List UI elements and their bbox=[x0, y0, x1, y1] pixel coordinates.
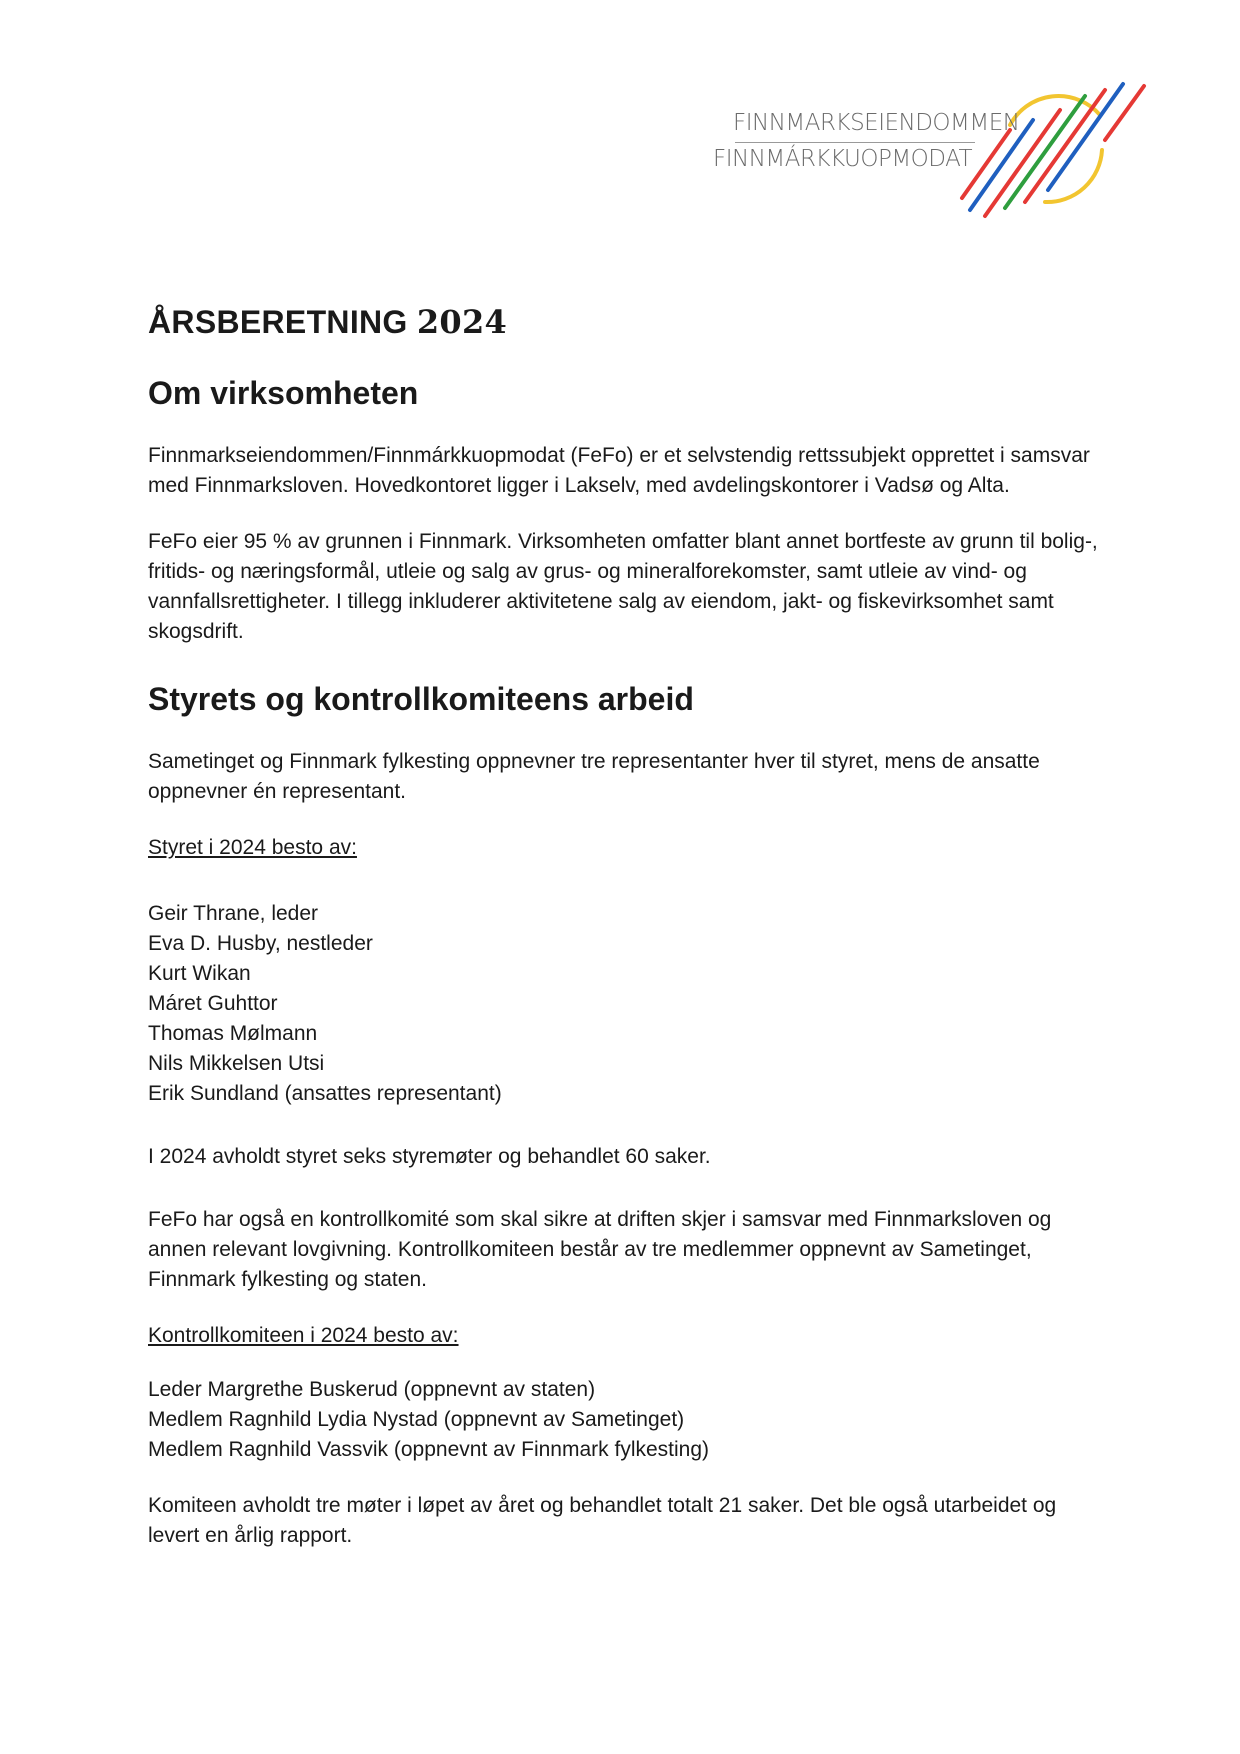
committee-members-list bbox=[148, 1375, 1108, 1465]
board-intro-paragraph: Sametinget og Finnmark fylkesting oppnevner tre representanter hver til styret, mens de ansatte oppnevner én representant. bbox=[148, 750, 1040, 803]
about-paragraph-1: Finnmarkseiendommen/Finnmárkkuopmodat (FeFo) er et selvstendig rettssubjekt opprettet i samsvar med Finnmarksloven. Hovedkontoret ligger i Lakselv, med avdelingskontorer i Vadsø og Alta. bbox=[148, 444, 1090, 497]
section-heading-about: Om virksomheten bbox=[148, 375, 419, 411]
board-meetings-paragraph: I 2024 avholdt styret seks styremøter og behandlet 60 saker. bbox=[148, 1145, 711, 1168]
board-member: Geir Thrane, leder bbox=[148, 902, 319, 925]
logo-divider bbox=[735, 142, 975, 143]
committee-intro-paragraph: FeFo har også en kontrollkomité som skal sikre at driften skjer i samsvar med Finnmarksloven og annen relevant lovgivning. Kontrollkomiteen består av tre medlemmer oppnevnt av Sametinget, Finnmark fylkesting og staten. bbox=[148, 1208, 1052, 1291]
board-member: Máret Guhttor bbox=[148, 992, 278, 1015]
committee-member: Medlem Ragnhild Vassvik (oppnevnt av Finnmark fylkesting) bbox=[148, 1438, 710, 1461]
title-year: 2024 bbox=[416, 303, 508, 341]
about-paragraph-2: FeFo eier 95 % av grunnen i Finnmark. Virksomheten omfatter blant annet bortfeste av grunn til bolig-, fritids- og næringsformål, utleie og salg av grus- og mineralforekomster, samt utleie av vind- og vannfallsrettigheter. I tillegg inkluderer aktivitetene salg av eiendom, jakt- og fiskevirksomhet samt skogsdrift. bbox=[148, 530, 1098, 643]
board-members-list bbox=[148, 899, 1108, 1109]
board-member: Nils Mikkelsen Utsi bbox=[148, 1052, 325, 1075]
committee-meetings-paragraph: Komiteen avholdt tre møter i løpet av året og behandlet totalt 21 saker. Det ble også utarbeidet og levert en årlig rapport. bbox=[148, 1494, 1057, 1547]
document-body bbox=[148, 300, 1108, 1551]
logo-text-norwegian: FINNMARKSEIENDOMMEN bbox=[733, 110, 1020, 136]
logo-text-sami: FINNMÁRKKUOPMODAT bbox=[713, 146, 973, 172]
title-text: ÅRSBERETNING bbox=[148, 304, 408, 340]
board-member: Erik Sundland (ansattes representant) bbox=[148, 1082, 502, 1105]
board-member: Thomas Mølmann bbox=[148, 1022, 318, 1045]
board-list-heading: Styret i 2024 besto av: bbox=[148, 836, 357, 859]
committee-member: Medlem Ragnhild Lydia Nystad (oppnevnt av Sametinget) bbox=[148, 1408, 685, 1431]
board-member: Eva D. Husby, nestleder bbox=[148, 932, 373, 955]
document-title bbox=[148, 300, 1108, 344]
board-member: Kurt Wikan bbox=[148, 962, 251, 985]
committee-member: Leder Margrethe Buskerud (oppnevnt av staten) bbox=[148, 1378, 596, 1401]
committee-list-heading: Kontrollkomiteen i 2024 besto av: bbox=[148, 1324, 459, 1347]
organization-logo bbox=[700, 70, 1200, 230]
section-heading-board: Styrets og kontrollkomiteens arbeid bbox=[148, 681, 694, 717]
